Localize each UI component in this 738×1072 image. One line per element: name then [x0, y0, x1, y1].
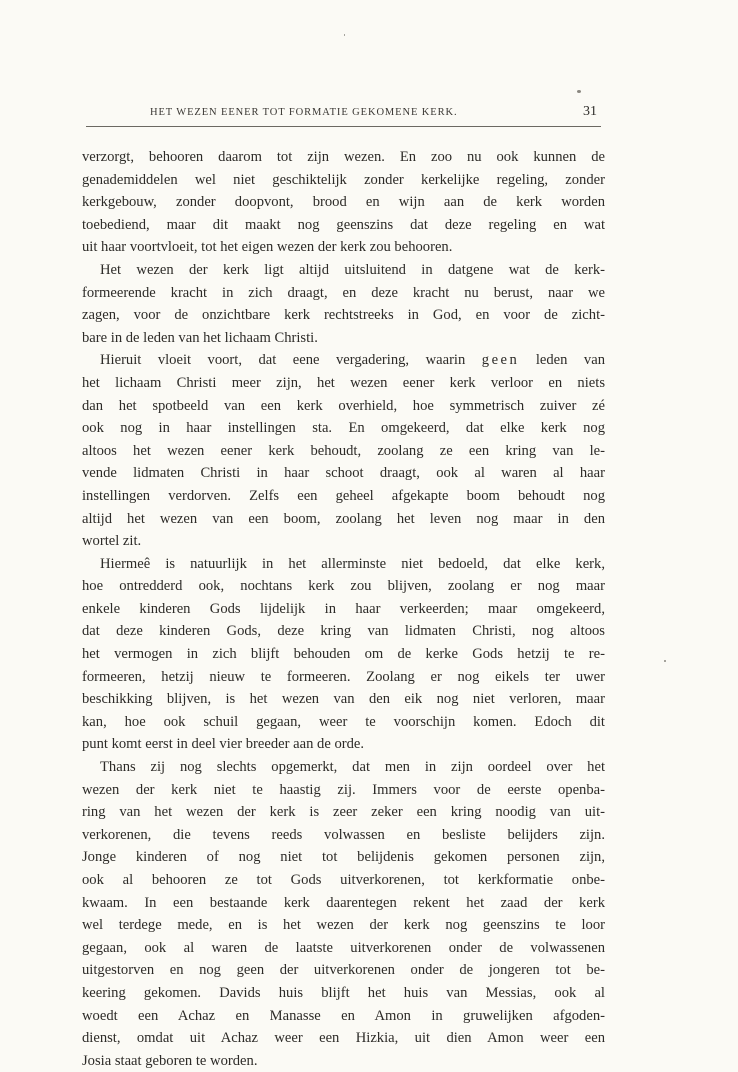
- text-line: formeeren, hetzij nieuw te formeeren. Zoolang er nog eikels ter uwer: [82, 668, 605, 685]
- text-line: gegaan, ook al waren de laatste uitverkorenen onder de volwassenen: [82, 939, 605, 956]
- text-line: instellingen verdorven. Zelfs een geheel afgekapte boom behoudt nog: [82, 487, 605, 504]
- text-line: dan het spotbeeld van een kerk overhield, hoe symmetrisch zuiver zé: [82, 397, 605, 414]
- text-line: keering gekomen. Davids huis blijft het huis van Messias, ook al: [82, 984, 605, 1001]
- text-line: bare in de leden van het lichaam Christi.: [82, 329, 318, 346]
- text-fragment: leden van: [535, 352, 606, 369]
- text-line: genademiddelen wel niet geschiktelijk zonder kerkelijke regeling, zonder: [82, 171, 605, 188]
- text-line: uit haar voortvloeit, tot het eigen wezen der kerk zou behooren.: [82, 239, 453, 256]
- text-line: kan, hoe ook schuil gegaan, weer te voorschijn komen. Edoch dit: [82, 713, 605, 730]
- text-line: wel terdege mede, en is het wezen der kerk nog geenszins te loor: [82, 917, 605, 934]
- page-number: 31: [583, 104, 597, 119]
- text-line: Het wezen der kerk ligt altijd uitsluitend in datgene wat de kerk-: [100, 261, 605, 278]
- text-line: uitgestorven en nog geen der uitverkorenen onder de jongeren tot be-: [82, 962, 605, 979]
- text-line: Josia staat geboren te worden.: [82, 1052, 258, 1069]
- text-fragment: Hieruit vloeit voort, dat eene vergadering, waarin: [100, 352, 466, 369]
- text-line: enkele kinderen Gods lijdelijk in haar verkeerden; maar omgekeerd,: [82, 600, 605, 617]
- text-line: ook nog in haar instellingen sta. En omgekeerd, dat elke kerk nog: [82, 420, 605, 437]
- text-line: toebediend, maar dit maakt nog geenszins dat deze regeling en wat: [82, 216, 605, 233]
- text-line: het lichaam Christi meer zijn, het wezen eener kerk verloor en niets: [82, 374, 605, 391]
- text-line: Hiermeê is natuurlijk in het allerminste niet bedoeld, dat elke kerk,: [100, 555, 605, 572]
- text-line: formeerende kracht in zich draagt, en deze kracht nu berust, naar we: [82, 284, 605, 301]
- paper-speck: [344, 34, 345, 36]
- text-line: beschikking blijven, is het wezen van den eik nog niet verloren, maar: [82, 691, 605, 708]
- text-line: [82, 349, 605, 372]
- text-line: ring van het wezen der kerk is zeer zeker een kring noodig van uit-: [82, 804, 605, 821]
- body-text: [82, 146, 605, 1072]
- text-line: altijd het wezen van een boom, zoolang het leven nog maar in den: [82, 510, 605, 527]
- text-line: ook al behooren ze tot Gods uitverkorenen, tot kerkformatie onbe-: [82, 872, 605, 888]
- running-title: HET WEZEN EENER TOT FORMATIE GEKOMENE KERK.: [150, 107, 458, 118]
- text-line: altoos het wezen eener kerk behoudt, zoolang ze een kring van le-: [82, 442, 605, 459]
- emphasis-spaced: geen: [481, 352, 520, 369]
- text-line: verzorgt, behooren daarom tot zijn wezen. En zoo nu ook kunnen de: [82, 149, 605, 165]
- text-line: dat deze kinderen Gods, deze kring van lidmaten Christi, nog altoos: [82, 623, 605, 640]
- text-line: verkorenen, die tevens reeds volwassen en besliste belijders zijn.: [82, 826, 605, 843]
- text-line: wortel zit.: [82, 533, 142, 550]
- text-line: vende lidmaten Christi in haar schoot draagt, ook al waren al haar: [82, 465, 605, 482]
- text-line: zagen, voor de onzichtbare kerk rechtstreeks in God, en voor de zicht-: [82, 307, 605, 324]
- running-header: [86, 106, 601, 127]
- text-line: hoe ontredderd ook, nochtans kerk zou blijven, zoolang er nog maar: [82, 578, 605, 595]
- text-line: Jonge kinderen of nog niet tot belijdenis gekomen personen zijn,: [82, 849, 605, 866]
- paper-speck: [664, 660, 666, 662]
- text-line: dienst, omdat uit Achaz weer een Hizkia, uit dien Amon weer een: [82, 1030, 605, 1047]
- text-line: het vermogen in zich blijft behouden om de kerke Gods hetzij te re-: [82, 646, 605, 663]
- text-line: kwaam. In een bestaande kerk daarentegen rekent het zaad der kerk: [82, 894, 605, 911]
- text-line: Thans zij nog slechts opgemerkt, dat men in zijn oordeel over het: [100, 759, 605, 776]
- paper-speck: [577, 90, 581, 93]
- text-line: kerkgebouw, zonder doopvont, brood en wijn aan de kerk worden: [82, 194, 605, 211]
- text-line: punt komt eerst in deel vier breeder aan de orde.: [82, 736, 365, 753]
- text-line: woedt een Achaz en Manasse en Amon in gruwelijken afgoden-: [82, 1007, 605, 1024]
- text-line: wezen der kerk niet te haastig zij. Immers voor de eerste openba-: [82, 781, 605, 798]
